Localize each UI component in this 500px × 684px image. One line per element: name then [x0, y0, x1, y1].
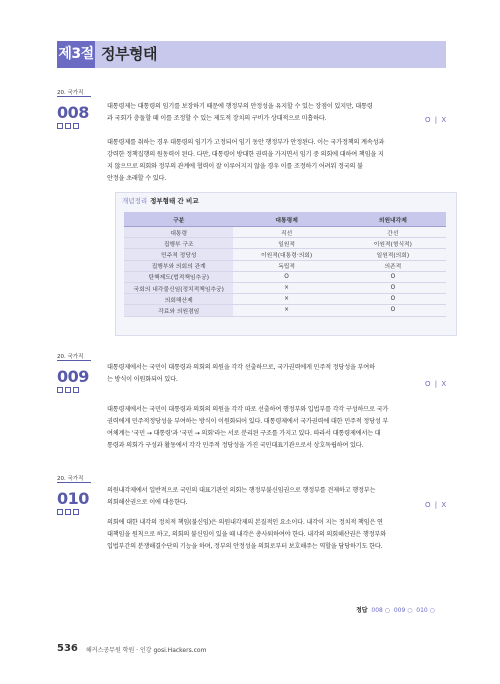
table-cell: O — [233, 271, 339, 282]
table-header-cell: 대통령제 — [233, 212, 339, 227]
table-row — [124, 260, 446, 271]
explanation-line: 의회에 대한 내각의 정치적 책임(불신임)은 의원내각제의 본질적인 요소이다. 내각이 지는 정치적 책임은 연 — [107, 519, 383, 526]
explanation-text — [107, 517, 459, 553]
table-cell: O — [340, 294, 446, 305]
table-cell: 직선 — [233, 227, 339, 238]
ox-choice[interactable]: O | X — [425, 501, 448, 509]
table-cell: 탄핵제도(법적책임추궁) — [124, 271, 233, 282]
explanation-line: 강력한 정책집행의 원동력이 된다. 다만, 대통령이 방대한 권력을 가지면서 임기 중 의회에 대하여 책임을 지 — [107, 151, 384, 158]
table-cell: 이원적(대통령·의회) — [233, 249, 339, 260]
question-line: 의회해산권으로 이에 대응한다. — [107, 499, 188, 506]
explanation-line: 입법부간의 분쟁해결수단의 기능을 하며, 정부의 안정성을 의회로부터 보호해주는 역할을 담당하기도 한다. — [107, 543, 383, 550]
explanation-line: 대책임을 원칙으로 하고, 의회의 불신임이 있을 때 내각은 총사퇴하여야 한다. 내각의 의회해산권은 행정부와 — [107, 531, 386, 538]
question-line: 과 국회가 충돌할 때 이를 조정할 수 있는 제도적 장치의 구비가 상대적으로 미흡하다. — [107, 115, 327, 122]
table-cell: 집행부와 의회의 관계 — [124, 260, 233, 271]
question-divider — [57, 360, 91, 361]
question-text — [107, 362, 457, 386]
question-text — [107, 101, 457, 125]
table-header-row — [124, 212, 446, 227]
question-line: 대통령제는 대통령의 임기를 보장하기 때문에 행정부의 안정성을 유지할 수 있는 장점이 있지만, 대통령 — [107, 103, 373, 110]
question-divider — [57, 96, 91, 97]
table-title-text: 정부형태 간 비교 — [150, 197, 199, 205]
explanation-line: 권력에게 민주적정당성을 부여하는 방식이 이원화되어 있다. 대통령제에서 국가권력에 대한 민주적 정당성 부 — [107, 418, 389, 425]
table-cell: O — [340, 282, 446, 293]
check-boxes[interactable] — [57, 509, 79, 515]
answer-item: 010 ○ — [416, 607, 435, 614]
table-row — [124, 249, 446, 260]
question-source: 20. 국가직 — [57, 354, 84, 360]
ox-choice[interactable]: O | X — [425, 116, 448, 124]
table-cell: 의존적 — [340, 260, 446, 271]
check-boxes[interactable] — [57, 387, 79, 393]
table-row — [124, 282, 446, 293]
table-cell: × — [233, 305, 339, 316]
question-line: 는 방식이 이원화되어 있다. — [107, 376, 178, 383]
explanation-text — [107, 137, 459, 185]
question-source: 20. 국가직 — [57, 476, 84, 482]
answer-item: 008 ○ — [371, 607, 391, 614]
question-number: 008 — [57, 103, 89, 122]
question-number: 010 — [57, 489, 89, 508]
question-number: 009 — [57, 367, 89, 386]
explanation-line: 지 않으므로 의회와 정부의 관계에 협력이 잘 이루어지지 않을 경우 이를 조정하기 어려워 정국의 불 — [107, 163, 363, 170]
table-cell: × — [233, 282, 339, 293]
table-row — [124, 271, 446, 282]
explanation-line: 대통령제를 취하는 경우 대통령의 임기가 고정되어 임기 동안 행정부가 안정된다. 이는 국가정책의 계속성과 — [107, 139, 385, 146]
question-line: 의원내각제에서 일반적으로 국민의 대표기관인 의회는 행정부불신임권으로 행정부를 견제하고 행정부는 — [107, 487, 376, 494]
question-source: 20. 국가직 — [57, 90, 84, 96]
answer-label: 정답 — [356, 607, 368, 614]
table-header-cell: 의원내각제 — [340, 212, 446, 227]
table-cell: 독립적 — [233, 260, 339, 271]
concept-tag: 개념정리 — [122, 197, 148, 205]
question-divider — [57, 482, 91, 483]
table-cell: 집행부 구조 — [124, 238, 233, 249]
table-header-cell: 구분 — [124, 212, 233, 227]
chapter-label: 제3절 — [57, 41, 95, 68]
table-cell: × — [233, 294, 339, 305]
table-cell: 간선 — [340, 227, 446, 238]
table-row — [124, 227, 446, 238]
answer-item: 009 ○ — [393, 607, 413, 614]
table-cell: 일원적(의회) — [340, 249, 446, 260]
table-cell: 각료와 의원겸임 — [124, 305, 233, 316]
explanation-line: 대통령제에서는 국민이 대통령과 의회의 의원을 각각 따로 선출하여 행정부와 입법부를 각각 구성하므로 국가 — [107, 406, 389, 413]
question-line: 대통령제에서는 국민이 대통령과 의회의 의원을 각각 선출하므로, 국가권력에게 민주적 정당성을 부여하 — [107, 364, 375, 371]
table-cell: O — [340, 271, 446, 282]
explanation-text — [107, 404, 459, 452]
table-cell: 일원적 — [233, 238, 339, 249]
table-cell: 민주적 정당성 — [124, 249, 233, 260]
check-boxes[interactable] — [57, 123, 79, 129]
concept-table-title — [122, 196, 199, 205]
explanation-line: 통령과 의회가 구성과 활동에서 각각 민주적 정당성을 가진 국민대표기관으로서 상호독립하여 있다. — [107, 442, 364, 449]
page-number: 536 — [57, 643, 78, 654]
table-row — [124, 294, 446, 305]
table-cell: 국회의 내각불신임(정치적책임추궁) — [124, 282, 233, 293]
table-cell: 대통령 — [124, 227, 233, 238]
explanation-line: 안정을 초래할 수 있다. — [107, 175, 167, 182]
explanation-line: 여체계는 '국민 → 대통령'과 '국민 → 의회'라는 서로 분리된 구조를 가지고 있다. 따라서 대통령제에서는 대 — [107, 430, 381, 437]
answer-key — [356, 605, 435, 614]
table-cell: 이원적(형식적) — [340, 238, 446, 249]
table-row — [124, 238, 446, 249]
chapter-title: 정부형태 — [101, 45, 157, 63]
table-cell: 의회해산제 — [124, 294, 233, 305]
comparison-table — [124, 212, 446, 317]
table-row — [124, 305, 446, 316]
table-cell: O — [340, 305, 446, 316]
footer-text: 해커스공무원 학원 · 인강 gosi.Hackers.com — [86, 647, 207, 654]
question-text — [107, 485, 457, 509]
ox-choice[interactable]: O | X — [425, 380, 448, 388]
